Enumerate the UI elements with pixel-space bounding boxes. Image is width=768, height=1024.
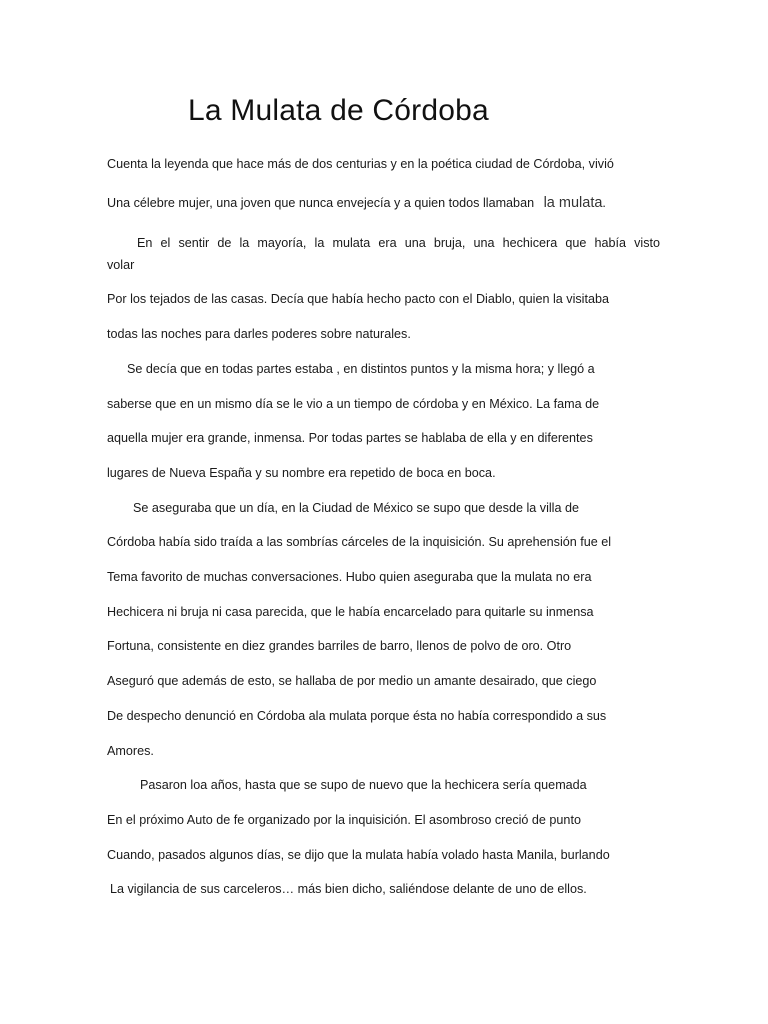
body-line: Cuenta la leyenda que hace más de dos centurias y en la poética ciudad de Córdoba, vivió (107, 157, 614, 171)
body-line: En el próximo Auto de fe organizado por la inquisición. El asombroso creció de punto (107, 813, 581, 827)
body-line: Pasaron loa años, hasta que se supo de nuevo que la hechicera sería quemada (140, 778, 587, 792)
body-line: Por los tejados de las casas. Decía que había hecho pacto con el Diablo, quien la visitaba (107, 292, 609, 306)
body-line: aquella mujer era grande, inmensa. Por todas partes se hablaba de ella y en diferentes (107, 431, 593, 445)
body-line: Se decía que en todas partes estaba , en distintos puntos y la misma hora; y llegó a (127, 362, 595, 376)
body-line: volar (107, 258, 135, 272)
body-line: Hechicera ni bruja ni casa parecida, que le había encarcelado para quitarle su inmensa (107, 605, 594, 619)
body-line-period: . (602, 196, 606, 210)
body-line: La vigilancia de sus carceleros… más bien dicho, saliéndose delante de uno de ellos. (110, 882, 587, 896)
body-line: lugares de Nueva España y su nombre era repetido de boca en boca. (107, 466, 496, 480)
body-line: De despecho denunció en Córdoba ala mulata porque ésta no había correspondido a sus (107, 709, 607, 723)
body-line (107, 195, 606, 211)
body-line: Tema favorito de muchas conversaciones. Hubo quien aseguraba que la mulata no era (107, 570, 592, 584)
body-line: Amores. (107, 744, 154, 758)
body-line: Cuando, pasados algunos días, se dijo que la mulata había volado hasta Manila, burlando (107, 848, 610, 862)
body-line: saberse que en un mismo día se le vio a un tiempo de córdoba y en México. La fama de (107, 397, 600, 411)
body-line-text: Una célebre mujer, una joven que nunca envejecía y a quien todos llamaban (107, 196, 535, 210)
body-line: todas las noches para darles poderes sobre naturales. (107, 327, 411, 341)
body-line: En el sentir de la mayoría, la mulata era una bruja, una hechicera que había visto (137, 236, 660, 250)
document-title: La Mulata de Córdoba (188, 94, 489, 127)
body-line: Aseguró que además de esto, se hallaba de por medio un amante desairado, que ciego (107, 674, 597, 688)
body-line: Fortuna, consistente en diez grandes barriles de barro, llenos de polvo de oro. Otro (107, 639, 572, 653)
highlighted-phrase: la mulata (543, 195, 603, 211)
body-line: Córdoba había sido traída a las sombrías cárceles de la inquisición. Su aprehensión fue el (107, 535, 612, 549)
body-line: Se aseguraba que un día, en la Ciudad de México se supo que desde la villa de (133, 501, 579, 515)
